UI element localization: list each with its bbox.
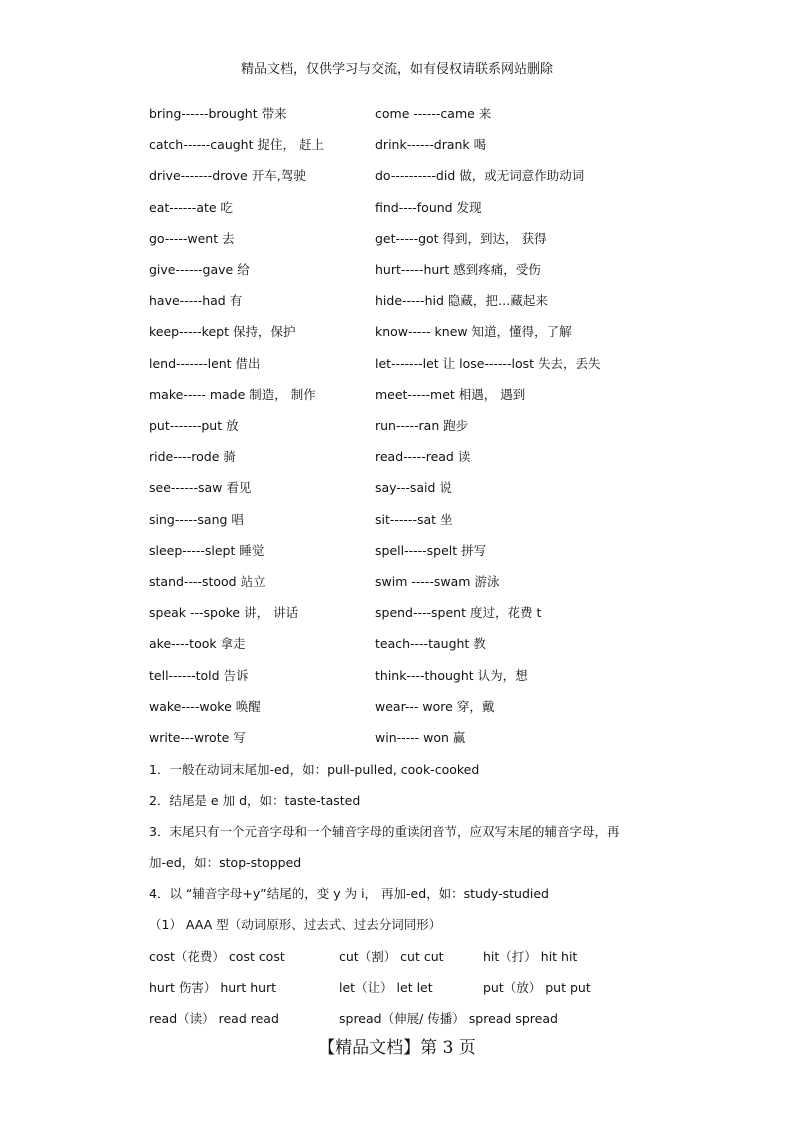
- verb-row: [149, 603, 669, 623]
- verb-pair-left: sleep-----slept 睡觉: [149, 542, 265, 558]
- verb-pair-left: tell------told 告诉: [149, 667, 249, 683]
- verb-row: [149, 354, 669, 374]
- verb-pair-left: eat------ate 吃: [149, 199, 234, 215]
- verb-row: [149, 229, 669, 249]
- aaa-cell: cut（割） cut cut: [339, 949, 444, 964]
- verb-pair-left: ake----took 拿走: [149, 636, 246, 652]
- rule-line: 2．结尾是 e 加 d，如：taste-tasted: [149, 793, 361, 808]
- verb-row: [149, 198, 669, 218]
- verb-pair-right: win----- won 赢: [375, 730, 466, 745]
- aaa-cell: spread（伸展/ 传播） spread spread: [339, 1011, 558, 1026]
- verb-pair-right: wear--- wore 穿，戴: [375, 698, 495, 714]
- verb-pair-left: have-----had 有: [149, 293, 243, 309]
- verb-pair-right: hurt-----hurt 感到疼痛，受伤: [375, 262, 541, 277]
- verb-pair-left: drive-------drove 开车,驾驶: [149, 168, 306, 184]
- verb-row: [149, 697, 669, 717]
- verb-pair-right: spell-----spelt 拼写: [375, 542, 487, 558]
- verb-pair-left: make----- made 制造， 制作: [149, 386, 316, 402]
- verb-row: [149, 322, 669, 342]
- verb-pair-right: drink------drank 喝: [375, 137, 487, 153]
- verb-pair-left: bring------brought 带来: [149, 106, 287, 121]
- verb-pair-left: stand----stood 站立: [149, 574, 266, 589]
- verb-pair-left: go-----went 去: [149, 230, 235, 246]
- verb-pair-right: think----thought 认为，想: [375, 667, 528, 683]
- verb-pair-right: get-----got 得到，到达， 获得: [375, 230, 547, 246]
- verb-pair-right: read-----read 读: [375, 449, 471, 465]
- rule-line: 加-ed，如：stop-stopped: [149, 855, 302, 870]
- verb-row: [149, 260, 669, 280]
- verb-pair-left: speak ---spoke 讲， 讲话: [149, 605, 299, 621]
- verb-row: [149, 291, 669, 311]
- page-header: 精品文档，仅供学习与交流，如有侵权请联系网站删除: [240, 62, 553, 77]
- verb-row: [149, 135, 669, 155]
- verb-pair-right: find----found 发现: [375, 199, 482, 215]
- verb-row: [149, 104, 669, 124]
- aaa-cell: hurt 伤害） hurt hurt: [149, 980, 277, 995]
- verb-pair-right: sit------sat 坐: [375, 511, 453, 527]
- page-footer: 【精品文档】第 3 页: [318, 1038, 476, 1058]
- verb-row: [149, 666, 669, 686]
- aaa-section-title: （1） AAA 型（动词原形、过去式、过去分词同形）: [149, 917, 442, 932]
- verb-pair-left: catch------caught 捉住， 赶上: [149, 137, 324, 153]
- aaa-cell: hit（打） hit hit: [483, 949, 578, 964]
- verb-row: [149, 728, 669, 748]
- verb-pair-right: teach----taught 教: [375, 636, 486, 652]
- verb-pair-left: see------saw 看见: [149, 480, 252, 496]
- aaa-cell: read（读） read read: [149, 1011, 279, 1026]
- verb-pair-left: ride----rode 骑: [149, 449, 236, 465]
- rule-line: 4．以 “辅音字母+y”结尾的，变 y 为 i， 再加-ed，如：study-studied: [149, 886, 549, 901]
- verb-row: [149, 478, 669, 498]
- verb-row: [149, 572, 669, 592]
- verb-pair-left: sing-----sang 唱: [149, 511, 244, 527]
- verb-pair-left: write---wrote 写: [149, 730, 246, 745]
- verb-pair-left: give------gave 给: [149, 262, 250, 277]
- verb-row: [149, 510, 669, 530]
- verb-pair-left: put-------put 放: [149, 418, 239, 433]
- verb-pair-left: wake----woke 唤醒: [149, 698, 261, 714]
- aaa-row: [149, 947, 629, 967]
- aaa-cell: let（让） let let: [339, 980, 433, 995]
- rule-line: 3．末尾只有一个元音字母和一个辅音字母的重读闭音节，应双写末尾的辅音字母，再: [149, 824, 620, 839]
- verb-pair-right: meet-----met 相遇， 遇到: [375, 386, 526, 402]
- verb-pair-right: let-------let 让 lose------lost 失去，丢失: [375, 355, 601, 371]
- verb-pair-right: run-----ran 跑步: [375, 418, 469, 433]
- verb-pair-right: hide-----hid 隐藏，把…藏起来: [375, 293, 548, 309]
- verb-row: [149, 447, 669, 467]
- aaa-cell: cost（花费） cost cost: [149, 949, 285, 964]
- verb-row: [149, 416, 669, 436]
- verb-pair-left: lend-------lent 借出: [149, 355, 261, 371]
- rule-line: 1．一般在动词末尾加-ed，如：pull-pulled, cook-cooked: [149, 762, 480, 777]
- verb-pair-left: keep-----kept 保持，保护: [149, 324, 296, 340]
- verb-pair-right: come ------came 来: [375, 106, 492, 121]
- verb-pair-right: do----------did 做，或无词意作助动词: [375, 168, 585, 184]
- aaa-row: [149, 978, 629, 998]
- verb-row: [149, 166, 669, 186]
- verb-pair-right: know----- knew 知道，懂得，了解: [375, 324, 572, 340]
- aaa-row: [149, 1009, 629, 1029]
- verb-row: [149, 634, 669, 654]
- verb-row: [149, 385, 669, 405]
- aaa-cell: put（放） put put: [483, 980, 591, 995]
- verb-pair-right: say---said 说: [375, 480, 452, 496]
- verb-pair-right: swim -----swam 游泳: [375, 574, 500, 589]
- verb-pair-right: spend----spent 度过，花费 t: [375, 605, 542, 621]
- verb-row: [149, 541, 669, 561]
